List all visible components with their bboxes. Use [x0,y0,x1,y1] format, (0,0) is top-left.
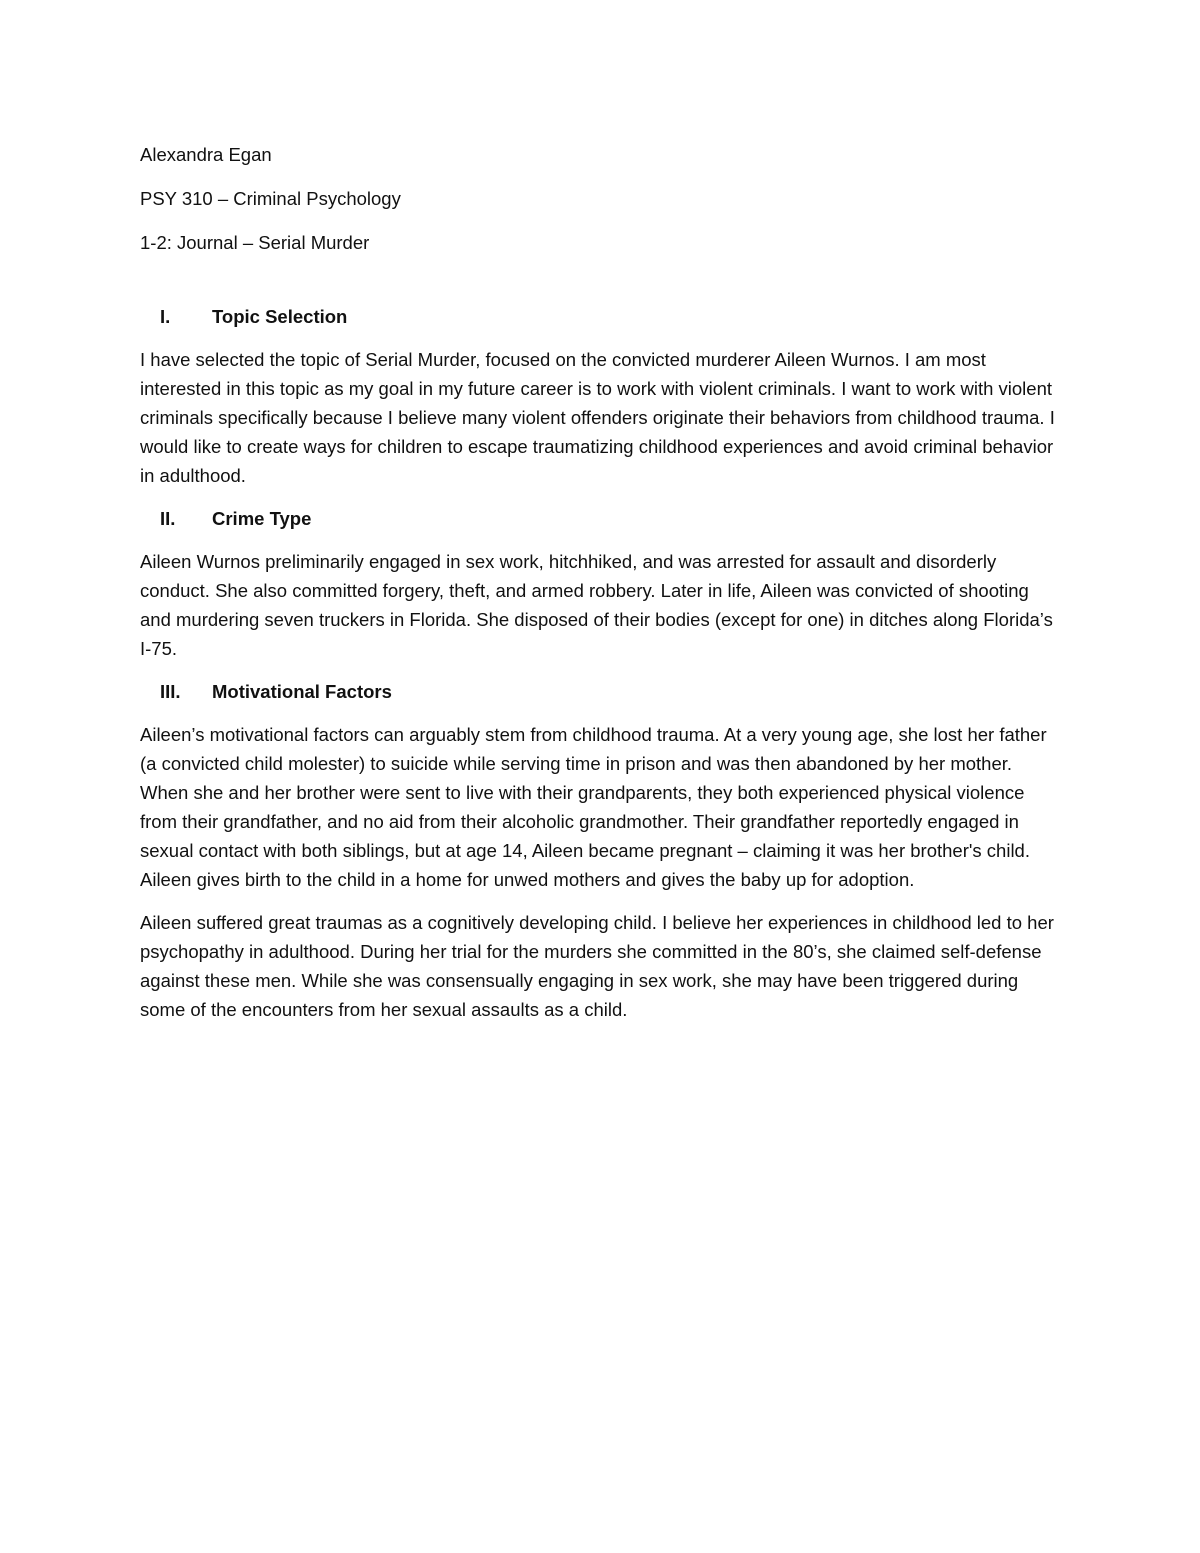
assignment-title: 1-2: Journal – Serial Murder [140,232,370,253]
paragraph-motivational-factors-1: Aileen’s motivational factors can arguably stem from childhood trauma. At a very young age, she lost her father (a convicted child molester) to suicide while serving time in prison and was then abandoned by her mother. When she and her brother were sent to live with their grandparents, they both experienced physical violence from their grandfather, and no aid from their alcoholic grandmother. Their grandfather reportedly engaged in sexual contact with both siblings, but at age 14, Aileen became pregnant – claiming it was her brother's child. Aileen gives birth to the child in a home for unwed mothers and gives the baby up for adoption. [140,724,1047,890]
document-body [140,140,1060,1038]
section-numeral: II. [160,508,176,529]
paragraph-motivational-factors-2: Aileen suffered great traumas as a cognitively developing child. I believe her experiences in childhood led to her psychopathy in adulthood. During her trial for the murders she committed in the 80’s, she claimed self-defense against these men. While she was consensually engaging in sex work, she may have been triggered during some of the encounters from her sexual assaults as a child. [140,912,1054,1020]
section-heading-motivational-factors [140,677,1060,706]
section-title: Topic Selection [212,306,348,327]
section-heading-crime-type [140,504,1060,533]
section-numeral: III. [160,681,181,702]
section-heading-topic-selection [140,302,1060,331]
section-numeral: I. [160,306,171,327]
section-title: Motivational Factors [212,681,392,702]
paragraph-topic-selection: I have selected the topic of Serial Murder, focused on the convicted murderer Aileen Wurnos. I am most interested in this topic as my goal in my future career is to work with violent criminals. I want to work with violent criminals specifically because I believe many violent offenders originate their behaviors from childhood trauma. I would like to create ways for children to escape traumatizing childhood experiences and avoid criminal behavior in adulthood. [140,349,1055,486]
header-spacer [140,272,1060,302]
paragraph-crime-type: Aileen Wurnos preliminarily engaged in sex work, hitchhiked, and was arrested for assault and disorderly conduct. She also committed forgery, theft, and armed robbery. Later in life, Aileen was convicted of shooting and murdering seven truckers in Florida. She disposed of their bodies (except for one) in ditches along Florida’s I-75. [140,551,1053,659]
author-name: Alexandra Egan [140,144,272,165]
course-title: PSY 310 – Criminal Psychology [140,188,401,209]
section-title: Crime Type [212,508,312,529]
